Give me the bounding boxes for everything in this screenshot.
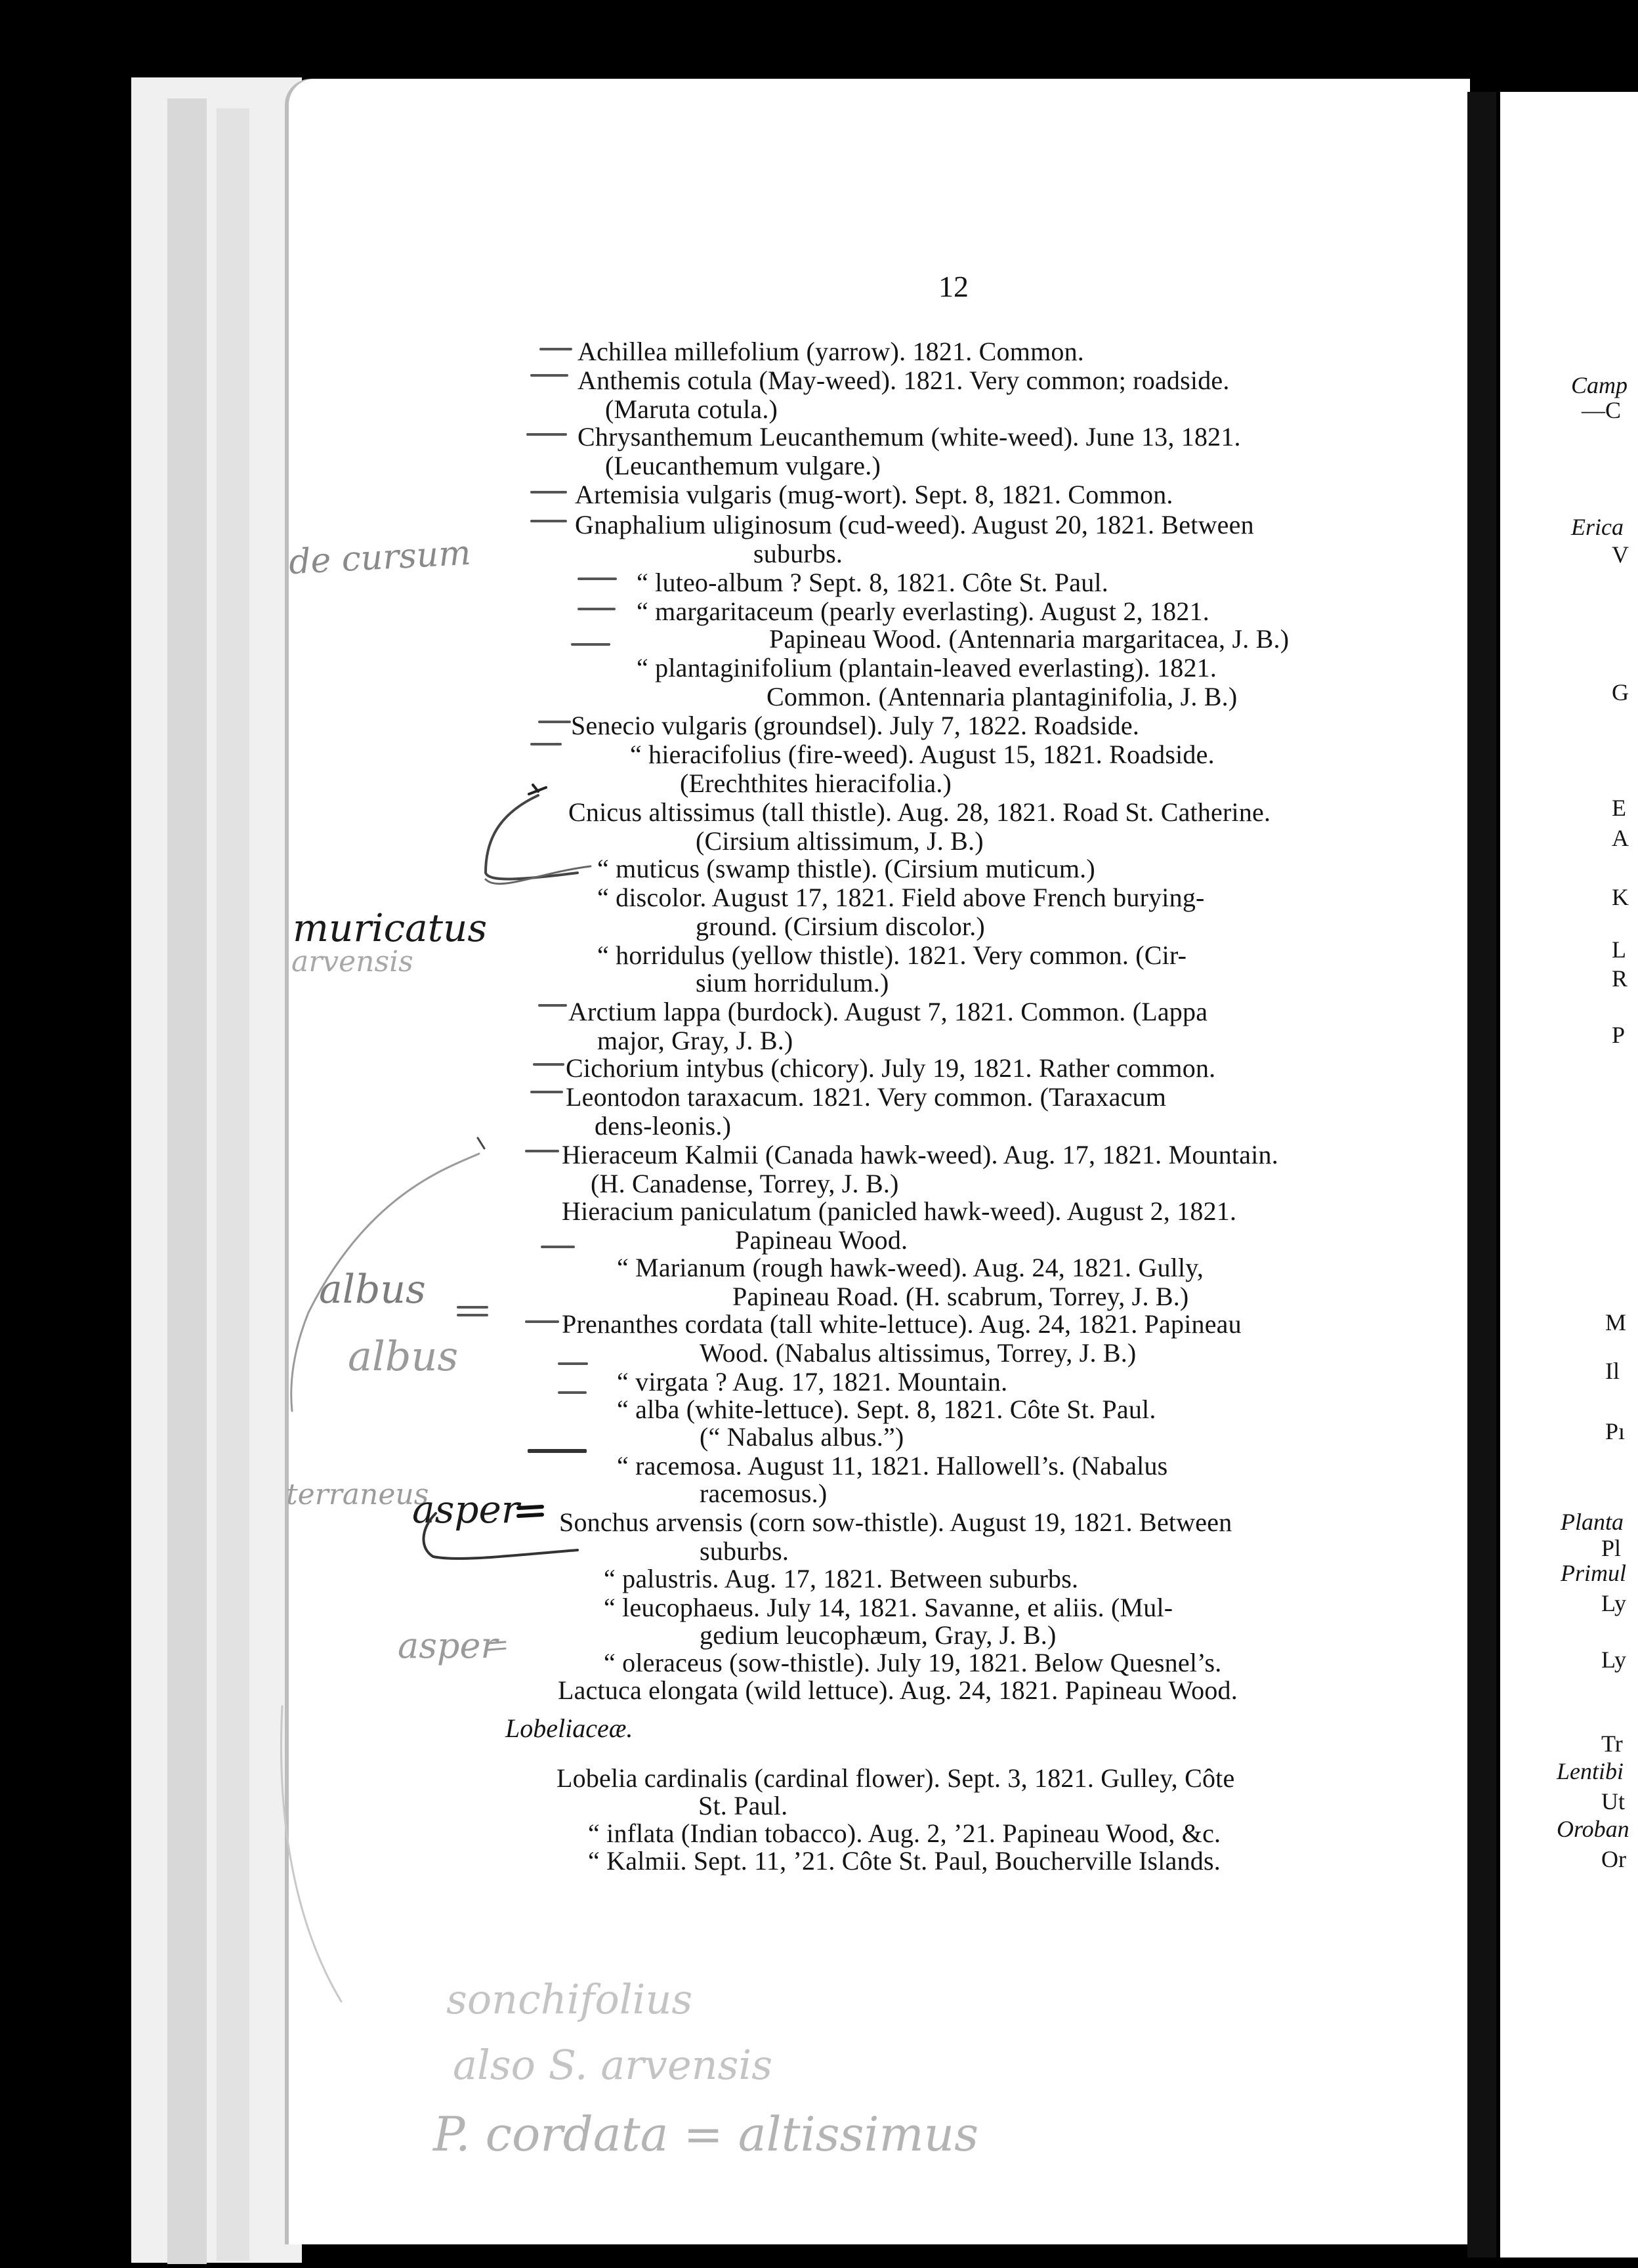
- entry-line: Prenanthes cordata (tall white-lettuce). Aug. 24, 1821. Papineau: [562, 1309, 1242, 1339]
- entry-line: “ alba (white-lettuce). Sept. 8, 1821. Côte St. Paul.: [617, 1395, 1156, 1424]
- entry-line: Senecio vulgaris (groundsel). July 7, 1822. Roadside.: [571, 711, 1140, 740]
- entry-line: Leontodon taraxacum. 1821. Very common. (Taraxacum: [566, 1082, 1167, 1112]
- entry-line: Arctium lappa (burdock). August 7, 1821. Common. (Lappa: [568, 997, 1208, 1026]
- entry-line: gedium leucophæum, Gray, J. B.): [700, 1620, 1057, 1650]
- handwritten-note: P. cordata = altissimus: [433, 2107, 979, 2162]
- entry-line: “ muticus (swamp thistle). (Cirsium muticum.): [597, 854, 1095, 883]
- entry-line: Gnaphalium uliginosum (cud-weed). August 20, 1821. Between: [575, 510, 1254, 539]
- handwritten-note: asper: [412, 1487, 520, 1532]
- entry-line: “ horridulus (yellow thistle). 1821. Very common. (Cir-: [597, 940, 1187, 970]
- entry-line: Wood. (Nabalus altissimus, Torrey, J. B.): [700, 1338, 1137, 1368]
- entry-line: Anthemis cotula (May-weed). 1821. Very common; roadside.: [578, 366, 1230, 395]
- facing-page-text: Primul: [1561, 1560, 1627, 1586]
- entry-line: “ virgata ? Aug. 17, 1821. Mountain.: [617, 1367, 1008, 1396]
- entry-line: Artemisia vulgaris (mug-wort). Sept. 8, 1821. Common.: [575, 480, 1173, 509]
- entry-line: “ oleraceus (sow-thistle). July 19, 1821. Below Quesnel’s.: [604, 1648, 1222, 1677]
- handwritten-note: muricatus: [293, 906, 488, 950]
- facing-page-text: L: [1612, 936, 1626, 963]
- facing-page-text: —C: [1582, 397, 1622, 423]
- handwritten-note: arvensis: [291, 945, 413, 978]
- facing-page-text: Ut: [1601, 1788, 1625, 1815]
- entry-line: “ racemosa. August 11, 1821. Hallowell’s. (Nabalus: [617, 1451, 1168, 1480]
- entry-line: ground. (Cirsium discolor.): [696, 912, 985, 941]
- entry-line: Lactuca elongata (wild lettuce). Aug. 24, 1821. Papineau Wood.: [558, 1675, 1238, 1705]
- facing-page-text: Pı: [1605, 1418, 1626, 1444]
- entry-line: major, Gray, J. B.): [597, 1026, 793, 1055]
- entry-line: “ discolor. August 17, 1821. Field above French burying-: [597, 883, 1205, 912]
- facing-page-text: V: [1612, 541, 1629, 568]
- facing-page-text: Ly: [1601, 1590, 1627, 1616]
- entry-line: (Cirsium altissimum, J. B.): [696, 826, 984, 856]
- entry-line: “ Marianum (rough hawk-weed). Aug. 24, 1821. Gully,: [617, 1253, 1204, 1282]
- entry-line: Cichorium intybus (chicory). July 19, 1821. Rather common.: [566, 1053, 1216, 1083]
- facing-page-text: Oroban: [1557, 1816, 1629, 1842]
- entry-line: Chrysanthemum Leucanthemum (white-weed). June 13, 1821.: [578, 422, 1241, 452]
- facing-page-text: Pl: [1601, 1535, 1622, 1561]
- facing-page-text: E: [1612, 795, 1626, 821]
- entry-line: Lobelia cardinalis (cardinal flower). Sept. 3, 1821. Gulley, Côte: [556, 1763, 1235, 1793]
- page-number: 12: [938, 270, 969, 303]
- handwritten-note: terraneus: [286, 1478, 429, 1511]
- entry-line: (Leucanthemum vulgare.): [605, 451, 881, 480]
- entry-line: Hieracium paniculatum (panicled hawk-weed). August 2, 1821.: [562, 1196, 1237, 1226]
- entry-line: racemosus.): [700, 1479, 828, 1508]
- entry-line: “ Kalmii. Sept. 11, ’21. Côte St. Paul, Boucherville Islands.: [588, 1846, 1221, 1876]
- handwritten-note: de cursum: [287, 533, 472, 583]
- entry-line: Papineau Wood. (Antennaria margaritacea, J. B.): [769, 624, 1290, 654]
- entry-line: “ luteo-album ? Sept. 8, 1821. Côte St. Paul.: [637, 568, 1108, 597]
- handwritten-note: asper: [398, 1625, 498, 1666]
- facing-page-text: Lentibi: [1557, 1758, 1624, 1784]
- entry-line: Common. (Antennaria plantaginifolia, J. B.): [766, 682, 1238, 711]
- entry-line: Papineau Wood.: [735, 1225, 908, 1255]
- entry-line: dens-leonis.): [595, 1111, 732, 1141]
- facing-page-text: P: [1612, 1022, 1626, 1048]
- entry-line: “ palustris. Aug. 17, 1821. Between suburbs.: [604, 1564, 1079, 1593]
- facing-page-text: Camp: [1571, 372, 1628, 398]
- entry-line: St. Paul.: [698, 1791, 788, 1820]
- facing-page-text: G: [1612, 679, 1629, 705]
- handwritten-note: albus: [348, 1332, 459, 1380]
- entry-line: sium horridulum.): [696, 968, 889, 998]
- facing-page-text: Il: [1605, 1358, 1620, 1384]
- entry-line: Achillea millefolium (yarrow). 1821. Common.: [578, 337, 1084, 366]
- handwritten-note: albus: [319, 1267, 426, 1312]
- facing-page-text: A: [1612, 825, 1629, 851]
- entry-line: “ margaritaceum (pearly everlasting). August 2, 1821.: [637, 597, 1209, 626]
- handwritten-note: also S. arvensis: [453, 2041, 773, 2089]
- entry-line: Hieraceum Kalmii (Canada hawk-weed). Aug. 17, 1821. Mountain.: [562, 1140, 1278, 1169]
- facing-page-text: K: [1612, 884, 1629, 910]
- section-heading: Lobeliaceæ.: [505, 1713, 633, 1743]
- facing-page-text: Planta: [1561, 1509, 1624, 1535]
- entry-line: “ inflata (Indian tobacco). Aug. 2, ’21. Papineau Wood, &c.: [588, 1818, 1221, 1848]
- facing-page-text: Ly: [1601, 1647, 1627, 1673]
- facing-page-text: Or: [1601, 1846, 1626, 1872]
- entry-line: “ plantaginifolium (plantain-leaved everlasting). 1821.: [637, 653, 1217, 682]
- entry-line: (“ Nabalus albus.”): [700, 1422, 904, 1452]
- facing-page-text: R: [1612, 965, 1628, 992]
- entry-line: Cnicus altissimus (tall thistle). Aug. 28, 1821. Road St. Catherine.: [568, 797, 1271, 827]
- facing-page-text: Erica: [1571, 514, 1624, 540]
- handwritten-note: sonchifolius: [446, 1975, 693, 2023]
- facing-page-text: M: [1605, 1309, 1627, 1335]
- entry-line: “ leucophaeus. July 14, 1821. Savanne, et aliis. (Mul-: [604, 1593, 1173, 1622]
- entry-line: (Maruta cotula.): [605, 394, 778, 424]
- entry-line: “ hieracifolius (fire-weed). August 15, 1821. Roadside.: [630, 740, 1215, 769]
- entry-line: Sonchus arvensis (corn sow-thistle). August 19, 1821. Between: [559, 1507, 1232, 1537]
- facing-page-text: Tr: [1601, 1731, 1623, 1757]
- entry-line: suburbs.: [700, 1536, 789, 1566]
- entry-line: Papineau Road. (H. scabrum, Torrey, J. B.): [732, 1282, 1189, 1311]
- entry-line: suburbs.: [753, 539, 843, 568]
- entry-line: (Erechthites hieracifolia.): [680, 768, 952, 798]
- entry-line: (H. Canadense, Torrey, J. B.): [591, 1169, 899, 1198]
